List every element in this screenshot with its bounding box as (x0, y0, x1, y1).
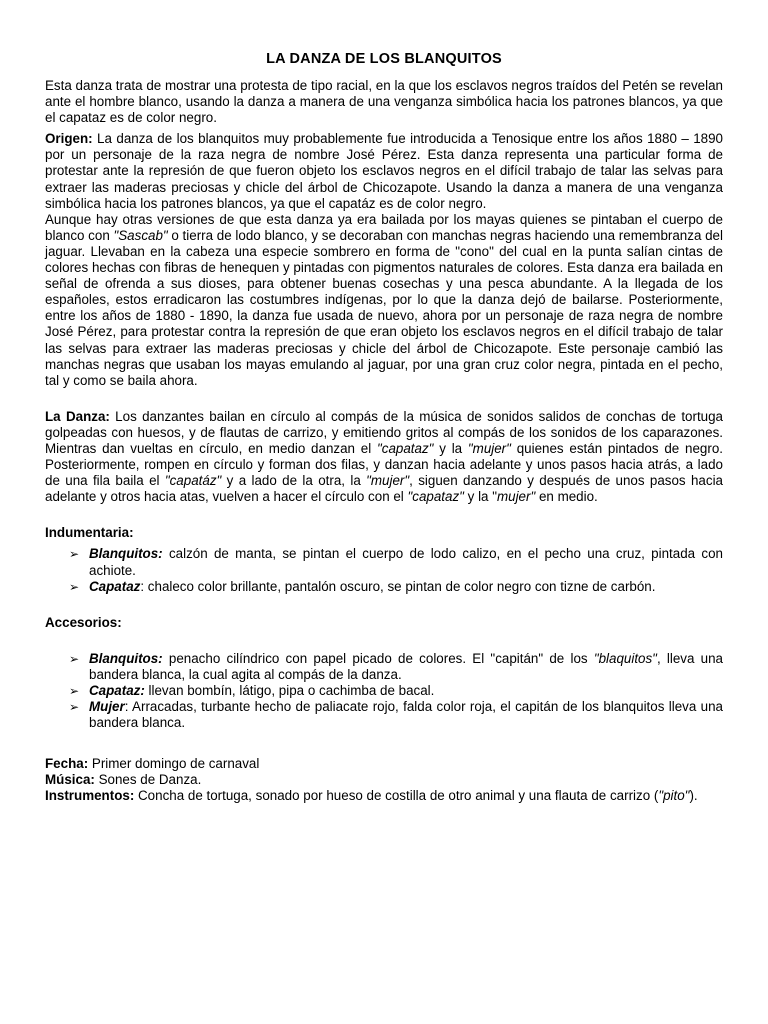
list-item (69, 683, 723, 699)
list-item (69, 546, 723, 578)
danza-mujer-1: "mujer" (467, 440, 511, 456)
arrow-bullet-icon: ➢ (69, 579, 80, 594)
item-term: Blanquitos: (89, 650, 163, 666)
item-text: penacho cilíndrico con papel picado de colores. El "capitán" de los (162, 650, 594, 666)
item-text: calzón de manta, se pintan el cuerpo de lodo calizo, en el pecho una cruz, pintada con achiote. (89, 546, 723, 578)
danza-capataz-2: "capatáz" (164, 473, 222, 489)
mayas-paragraph (45, 212, 723, 389)
item-text: , lleva una bandera blanca, la cual agita al compás de la danza. (89, 650, 723, 682)
danza-text-5: , siguen danzando y después de unos pasos hacia adelante y otros hacia atas, vuelven a hacer el círculo con el (45, 473, 723, 505)
list-item (69, 650, 723, 683)
sascab-term: "Sascab" (113, 227, 168, 243)
fecha-line (45, 756, 723, 772)
page-title: LA DANZA DE LOS BLANQUITOS (266, 51, 502, 67)
item-term: Blanquitos: (89, 546, 163, 562)
danza-capataz-3: "capataz" (407, 489, 464, 505)
item-text: : Arracadas, turbante hecho de paliacate rojo, falda color roja, el capitán de los blanquitos lleva una bandera blanca. (89, 699, 723, 731)
danza-text-3: quienes están pintados de negro. Posteriormente, rompen en círculo y forman dos filas, y danzan hacia adelante y unos pasos hacia atrás, a lado de una fila baila el (45, 440, 724, 489)
origen-paragraph (45, 131, 723, 211)
instrumentos-line (45, 788, 723, 804)
item-text: : chaleco color brillante, pantalón oscuro, se pintan de color negro con tizne de carbón. (140, 578, 656, 594)
musica-label: Música: (45, 772, 95, 788)
danza-mujer-2: "mujer" (366, 473, 410, 489)
arrow-bullet-icon: ➢ (69, 651, 80, 666)
item-term: Capataz (89, 578, 141, 594)
danza-mujer-3: mujer" (496, 489, 536, 505)
mayas-text-2: o tierra de lodo blanco, y se decoraban con manchas negras haciendo una remembranza del jaguar. Llevaban en la cabeza una especie sombrero en forma de "cono" del cual en la punta salían cintas de colores hechas con fibras de henequen y pintadas con pigmentos naturales de colores. Esta danza era bailada en señal de ofrenda a sus dioses, para obtener buenas cosechas y una pesca abundante. A la llegada de los españoles, estos erradicaron las costumbres indígenas, por lo que la danza dejó de bailarse. Posteriormente, entre los años de 1880 - 1890, la danza fue usada de nuevo, ahora por un personaje de raza negra de nombre José Pérez, para protestar contra la represión de que eran objeto los esclavos negros en el difícil trabajo de talar las selvas para extraer las maderas preciosas y chicle del árbol de Chicozapote. Este personaje cambió las manchas negras que usaban los mayas emulando al jaguar, por una gran cruz color negra, pintada en el pecho, tal y como se baila ahora. (45, 227, 723, 388)
accesorios-list (45, 651, 723, 731)
fecha-value: Primer domingo de carnaval (88, 756, 260, 772)
musica-value: Sones de Danza. (94, 772, 202, 788)
mayas-text-1: Aunque hay otras versiones de que esta danza ya era bailada por los mayas quienes se pintaban el cuerpo de blanco con (45, 211, 723, 243)
danza-paragraph (45, 409, 723, 506)
instrumentos-text-2: ). (689, 788, 698, 804)
danza-text-7: en medio. (535, 489, 598, 505)
danza-text-4: y a lado de la otra, la (221, 473, 367, 489)
item-term: Mujer (89, 699, 125, 715)
danza-label: La Danza: (45, 408, 110, 424)
danza-text-6: y la " (463, 489, 497, 505)
fecha-label: Fecha: (45, 756, 89, 772)
intro-paragraph: Esta danza trata de mostrar una protesta de tipo racial, en la que los esclavos negros traídos del Petén se revelan ante el hombre blanco, usando la danza a manera de una venganza simbólica hacia los patrones blancos, ya que el capataz es de color negro. (45, 78, 723, 126)
pito-term: "pito" (658, 788, 690, 804)
origen-label: Origen: (45, 131, 93, 147)
instrumentos-label: Instrumentos: (45, 788, 135, 804)
danza-capataz-1: "capataz" (377, 440, 434, 456)
danza-text-2: y la (433, 440, 468, 456)
item-term: Capataz: (89, 683, 145, 698)
origen-text: La danza de los blanquitos muy probablemente fue introducida a Tenosique entre los años 1880 – 1890 por un personaje de la raza negra de nombre José Pérez. Esta danza representa una particular forma de protestar ante la represión de que fueron objeto los esclavos negros en el difícil trabajo de talar las selvas para extraer las maderas preciosas y chicle del árbol de Chicozapote. Usando la danza a manera de una venganza simbólica hacia los patrones blancos, ya que el capatáz es de color negro. (45, 131, 723, 211)
instrumentos-text-1: Concha de tortuga, sonado por hueso de costilla de otro animal y una flauta de carrizo ( (134, 788, 659, 804)
indumentaria-list (45, 546, 723, 594)
accesorios-heading: Accesorios: (45, 614, 122, 630)
list-item (69, 699, 723, 731)
musica-line (45, 772, 723, 788)
indumentaria-heading: Indumentaria: (45, 525, 134, 541)
list-item (69, 578, 723, 595)
arrow-bullet-icon: ➢ (69, 700, 80, 715)
arrow-bullet-icon: ➢ (69, 684, 80, 698)
danza-text-1: Los danzantes bailan en círculo al compás de la música de sonidos salidos de conchas de tortuga golpeadas con huesos, y de flautas de carrizo, y emitiendo gritos al compás de los sonidos de los caparazones. Mientras dan vueltas en círculo, en medio danzan el (45, 408, 724, 456)
item-italic: "blaquitos" (593, 650, 657, 666)
arrow-bullet-icon: ➢ (69, 547, 80, 562)
item-text: llevan bombín, látigo, pipa o cachimba de bacal. (144, 683, 435, 698)
